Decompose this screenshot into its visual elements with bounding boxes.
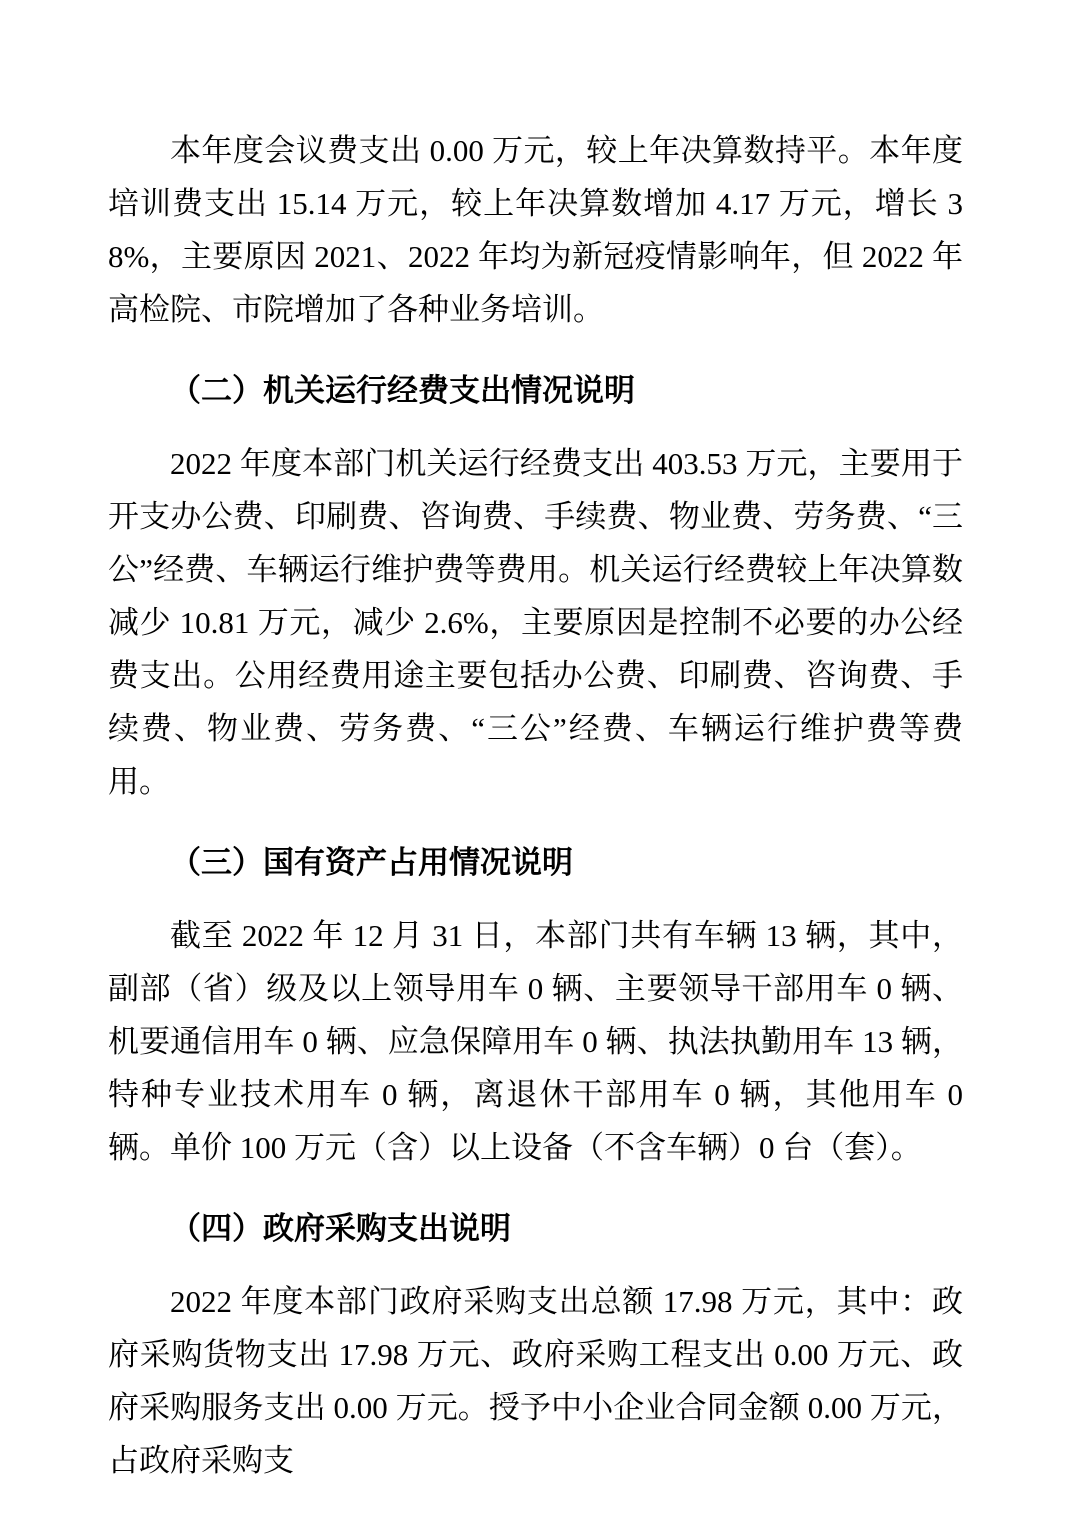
paragraph-conference-and-training-fees: 本年度会议费支出 0.00 万元，较上年决算数持平。本年度培训费支出 15.14 万元，较上年决算数增加 4.17 万元，增长 38%，主要原因 2021、2022 年均为新冠疫情影响年，但 2022 年高检院、市院增加了各种业务培训。 (108, 133, 963, 327)
heading-section-2-operating-expenses: （二）机关运行经费支出情况说明 (170, 373, 635, 408)
paragraph-operating-expenses-detail: 2022 年度本部门机关运行经费支出 403.53 万元，主要用于开支办公费、印刷费、咨询费、手续费、物业费、劳务费、“三公”经费、车辆运行维护费等费用。机关运行经费较上年决算数减少 10.81 万元，减少 2.6%，主要原因是控制不必要的办公经费支出。公用经费用途主要包括办公费、印刷费、咨询费、手续费、物业费、劳务费、“三公”经费、车辆运行维护费等费用。 (108, 446, 963, 799)
paragraph-government-procurement-detail: 2022 年度本部门政府采购支出总额 17.98 万元，其中：政府采购货物支出 17.98 万元、政府采购工程支出 0.00 万元、政府采购服务支出 0.00 万元。授予中小企业合同金额 0.00 万元，占政府采购支 (108, 1284, 963, 1478)
heading-section-4-government-procurement: （四）政府采购支出说明 (170, 1211, 511, 1246)
heading-section-3-state-owned-assets: （三）国有资产占用情况说明 (170, 845, 573, 880)
paragraph-state-owned-assets-detail: 截至 2022 年 12 月 31 日，本部门共有车辆 13 辆，其中，副部（省）级及以上领导用车 0 辆、主要领导干部用车 0 辆、机要通信用车 0 辆、应急保障用车 0 辆、执法执勤用车 13 辆，特种专业技术用车 0 辆，离退休干部用车 0 辆，其他用车 0 辆。单价 100 万元（含）以上设备（不含车辆）0 台（套）。 (108, 918, 963, 1165)
